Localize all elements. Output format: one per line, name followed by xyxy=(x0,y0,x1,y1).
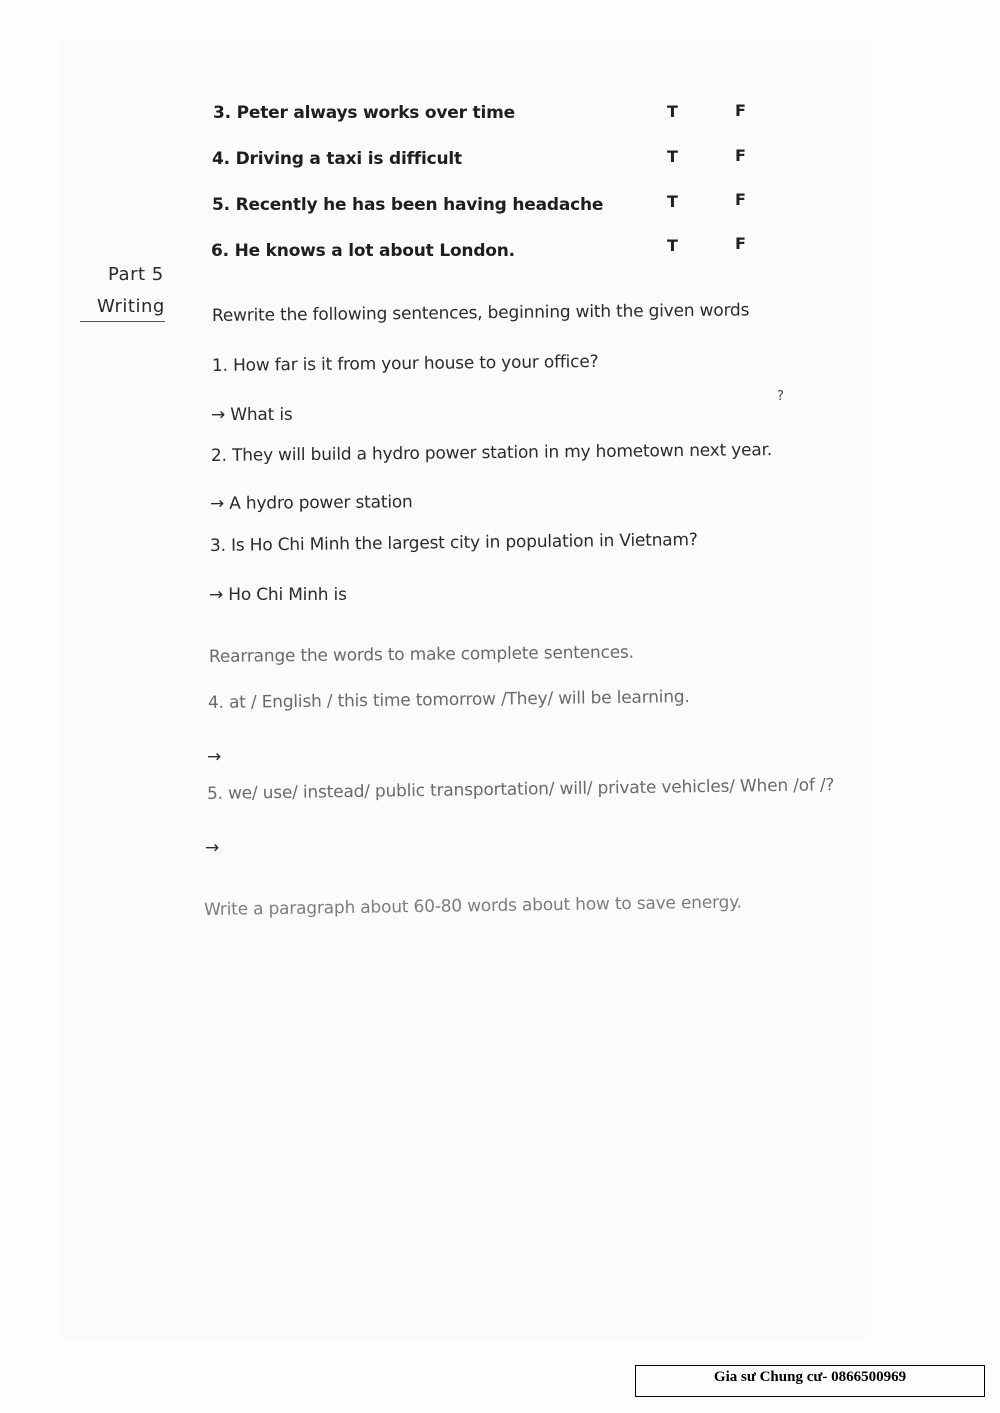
tf-item-4-false: F xyxy=(735,146,746,165)
tf-item-5-false: F xyxy=(735,190,746,209)
tf-item-3: 3. Peter always works over time xyxy=(213,103,515,123)
tf-item-3-true: T xyxy=(667,102,678,121)
section-underline xyxy=(80,321,165,322)
footer-contact: Gia sư Chung cư- 0866500969 xyxy=(635,1365,985,1397)
rearrange-instruction: Rearrange the words to make complete sentences. xyxy=(208,642,634,667)
rewrite-question-3: 3. Is Ho Chi Minh the largest city in population in Vietnam? xyxy=(209,530,698,556)
tf-item-3-false: F xyxy=(735,101,746,120)
section-name-label: Writing xyxy=(97,296,165,317)
rearrange-question-4: 4. at / English / this time tomorrow /They/ will be learning. xyxy=(207,687,690,713)
tf-item-6-true: T xyxy=(667,236,678,255)
tf-item-4-true: T xyxy=(667,147,678,166)
section-part-label: Part 5 xyxy=(108,264,164,285)
tf-item-5: 5. Recently he has been having headache xyxy=(212,195,604,215)
rewrite-answer-1: → What is xyxy=(211,405,293,425)
rewrite-answer-2: → A hydro power station xyxy=(209,492,413,514)
tf-item-5-true: T xyxy=(667,192,678,211)
rewrite-question-1: 1. How far is it from your house to your office? xyxy=(211,351,599,376)
tf-item-6-false: F xyxy=(735,234,746,253)
tf-item-4: 4. Driving a taxi is difficult xyxy=(212,149,462,169)
rearrange-answer-5: → xyxy=(205,838,220,858)
paragraph-task: Write a paragraph about 60-80 words about how to save energy. xyxy=(203,892,742,920)
rearrange-question-5: 5. we/ use/ instead/ public transportation/ will/ private vehicles/ When /of /? xyxy=(206,775,835,804)
rewrite-answer-3: → Ho Chi Minh is xyxy=(209,585,347,605)
stray-question-mark: ? xyxy=(777,389,784,404)
rearrange-answer-4: → xyxy=(207,747,222,767)
rewrite-question-2: 2. They will build a hydro power station in my hometown next year. xyxy=(210,440,773,466)
tf-item-6: 6. He knows a lot about London. xyxy=(211,241,515,261)
rewrite-instruction: Rewrite the following sentences, beginning with the given words xyxy=(211,300,750,326)
